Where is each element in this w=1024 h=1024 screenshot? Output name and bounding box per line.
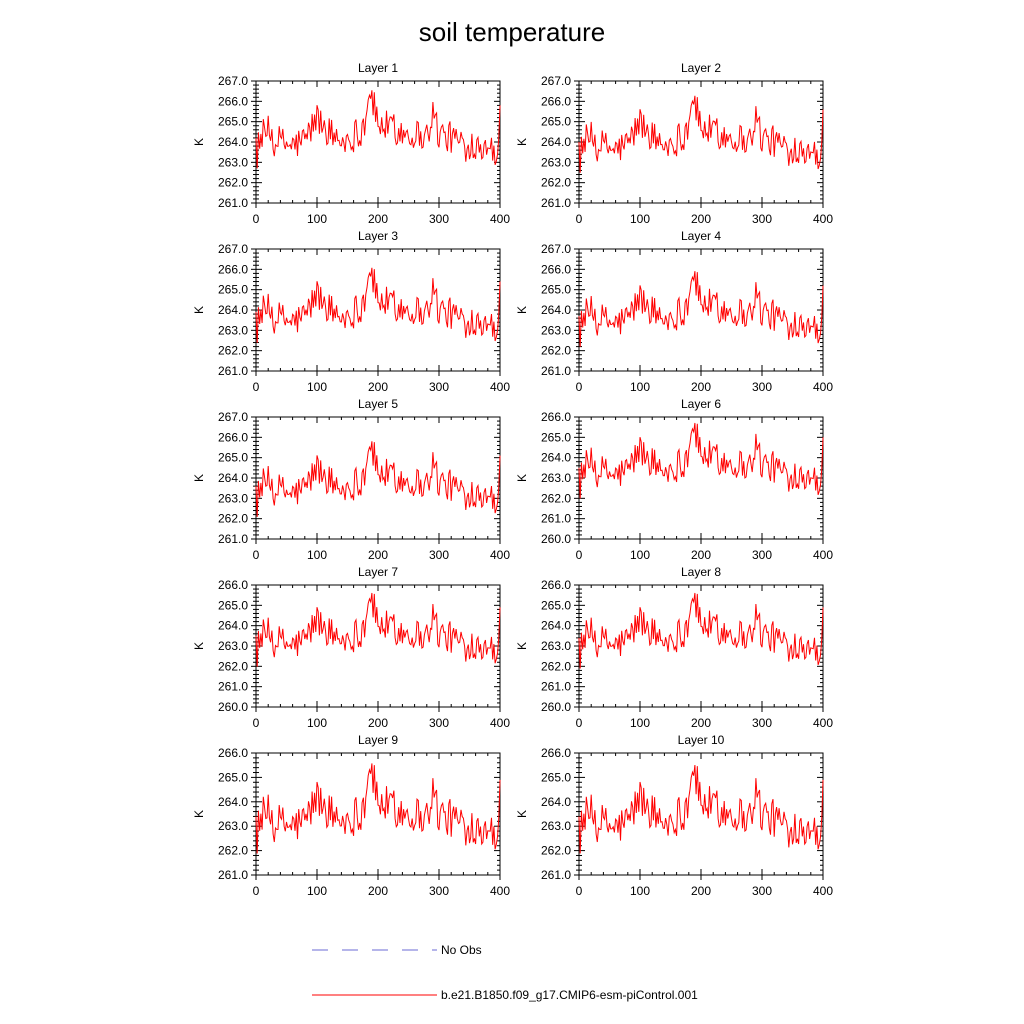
y-tick-label: 265.0: [217, 450, 248, 465]
x-tick-label: 200: [690, 548, 712, 562]
y-tick-label: 266.0: [217, 430, 248, 445]
x-tick-label: 200: [367, 548, 389, 562]
x-tick-label: 400: [489, 212, 511, 226]
x-tick-label: 200: [367, 716, 389, 730]
x-tick-label: 300: [428, 548, 450, 562]
y-tick-label: 261.0: [540, 196, 571, 210]
x-tick-label: 300: [751, 716, 773, 730]
y-tick-label: 263.0: [540, 639, 571, 653]
x-tick-label: 0: [575, 716, 583, 730]
plot-frame: [256, 417, 500, 539]
x-tick-label: 100: [629, 380, 651, 394]
y-axis-label: K: [515, 641, 529, 651]
x-tick-label: 0: [575, 884, 583, 898]
x-tick-label: 200: [367, 380, 389, 394]
y-tick-label: 260.0: [217, 700, 248, 714]
y-tick-label: 264.0: [540, 450, 571, 465]
plot-frame: [256, 753, 500, 875]
x-tick-label: 300: [751, 884, 773, 898]
y-tick-label: 262.0: [217, 659, 248, 674]
x-tick-label: 400: [812, 884, 834, 898]
panel-layer-7: [192, 565, 510, 730]
x-tick-label: 400: [489, 884, 511, 898]
y-tick-label: 261.0: [540, 679, 571, 694]
y-tick-label: 267.0: [540, 74, 571, 88]
x-tick-label: 300: [428, 212, 450, 226]
y-tick-label: 263.0: [217, 639, 248, 653]
x-tick-label: 400: [812, 548, 834, 562]
y-tick-label: 263.0: [540, 819, 571, 834]
y-tick-label: 265.0: [217, 114, 248, 129]
y-tick-label: 262.0: [217, 175, 248, 190]
x-tick-label: 300: [428, 380, 450, 394]
y-tick-label: 267.0: [217, 74, 248, 88]
panel-title: Layer 9: [357, 733, 399, 747]
x-tick-label: 200: [367, 884, 389, 898]
x-tick-label: 100: [306, 884, 328, 898]
y-axis-label: K: [515, 473, 529, 483]
plot-frame: [256, 249, 500, 371]
y-tick-label: 267.0: [217, 410, 248, 424]
legend: [312, 943, 698, 1002]
y-tick-label: 260.0: [540, 532, 571, 546]
series-line-layer-4: [579, 271, 823, 347]
x-tick-label: 200: [690, 716, 712, 730]
panel-title: Layer 8: [680, 565, 722, 579]
y-axis-label: K: [192, 641, 206, 651]
y-tick-label: 261.0: [217, 196, 248, 210]
y-tick-label: 265.0: [540, 770, 571, 785]
y-tick-label: 267.0: [540, 242, 571, 256]
panel-layer-9: [192, 733, 510, 898]
series-line-layer-6: [579, 423, 823, 499]
panel-layer-1: [192, 61, 510, 226]
y-tick-label: 262.0: [540, 843, 571, 858]
series-line-layer-2: [579, 96, 823, 173]
x-tick-label: 0: [252, 716, 260, 730]
x-tick-label: 400: [812, 212, 834, 226]
plot-frame: [579, 753, 823, 875]
x-tick-label: 100: [629, 884, 651, 898]
y-axis-label: K: [515, 305, 529, 315]
y-tick-label: 264.0: [217, 618, 248, 633]
figure-title: soil temperature: [418, 17, 606, 47]
y-tick-label: 262.0: [217, 511, 248, 526]
plot-frame: [256, 585, 500, 707]
series-line-layer-10: [579, 765, 823, 854]
x-tick-label: 100: [306, 212, 328, 226]
x-tick-label: 300: [751, 380, 773, 394]
series-line-layer-8: [579, 593, 823, 669]
series-line-layer-5: [256, 441, 500, 517]
y-tick-label: 263.0: [217, 323, 248, 338]
x-tick-label: 0: [252, 548, 260, 562]
y-tick-label: 266.0: [540, 262, 571, 277]
y-axis-label: K: [192, 473, 206, 483]
legend-model-label: b.e21.B1850.f09_g17.CMIP6-esm-piControl.001: [441, 988, 698, 1002]
x-tick-label: 0: [252, 380, 260, 394]
x-tick-label: 100: [629, 212, 651, 226]
y-tick-label: 267.0: [217, 242, 248, 256]
y-tick-label: 261.0: [217, 868, 248, 882]
x-tick-label: 300: [428, 884, 450, 898]
x-tick-label: 0: [575, 380, 583, 394]
x-tick-label: 200: [690, 884, 712, 898]
y-tick-label: 266.0: [540, 578, 571, 592]
y-axis-label: K: [515, 809, 529, 819]
y-tick-label: 261.0: [540, 868, 571, 882]
series-line-layer-3: [256, 268, 500, 343]
panels-grid: [192, 61, 833, 898]
x-tick-label: 0: [575, 212, 583, 226]
y-tick-label: 263.0: [540, 323, 571, 338]
x-tick-label: 0: [252, 884, 260, 898]
y-tick-label: 264.0: [217, 471, 248, 485]
x-tick-label: 100: [306, 380, 328, 394]
x-tick-label: 0: [252, 212, 260, 226]
panel-title: Layer 1: [357, 61, 399, 75]
y-axis-label: K: [192, 305, 206, 315]
y-tick-label: 266.0: [217, 578, 248, 592]
y-tick-label: 266.0: [217, 262, 248, 277]
plot-frame: [579, 585, 823, 707]
y-tick-label: 263.0: [540, 155, 571, 170]
y-axis-label: K: [192, 809, 206, 819]
legend-no-obs-label: No Obs: [441, 943, 482, 957]
y-tick-label: 266.0: [217, 746, 248, 760]
y-tick-label: 261.0: [217, 364, 248, 378]
y-tick-label: 264.0: [540, 135, 571, 149]
x-tick-label: 100: [306, 548, 328, 562]
y-tick-label: 260.0: [540, 700, 571, 714]
x-tick-label: 200: [367, 212, 389, 226]
y-tick-label: 266.0: [540, 94, 571, 109]
panel-title: Layer 3: [357, 229, 399, 243]
y-tick-label: 261.0: [540, 364, 571, 378]
panel-title: Layer 4: [680, 229, 722, 243]
panel-title: Layer 10: [677, 733, 725, 747]
y-tick-label: 262.0: [540, 343, 571, 358]
panel-title: Layer 2: [680, 61, 722, 75]
plot-frame: [579, 417, 823, 539]
x-tick-label: 400: [812, 716, 834, 730]
y-tick-label: 261.0: [217, 679, 248, 694]
y-tick-label: 265.0: [540, 598, 571, 613]
plot-frame: [579, 249, 823, 371]
y-tick-label: 262.0: [217, 343, 248, 358]
y-tick-label: 262.0: [540, 659, 571, 674]
y-tick-label: 265.0: [217, 770, 248, 785]
y-tick-label: 262.0: [540, 175, 571, 190]
y-tick-label: 262.0: [217, 843, 248, 858]
y-tick-label: 266.0: [540, 410, 571, 424]
y-axis-label: K: [192, 137, 206, 147]
panel-layer-2: [515, 61, 833, 226]
x-tick-label: 300: [751, 212, 773, 226]
x-tick-label: 400: [812, 380, 834, 394]
x-tick-label: 400: [489, 548, 511, 562]
x-tick-label: 100: [629, 716, 651, 730]
series-line-layer-1: [256, 90, 500, 168]
series-line-layer-9: [256, 763, 500, 853]
x-tick-label: 400: [489, 716, 511, 730]
x-tick-label: 400: [489, 380, 511, 394]
y-tick-label: 261.0: [217, 532, 248, 546]
y-tick-label: 265.0: [217, 282, 248, 297]
y-tick-label: 265.0: [217, 598, 248, 613]
panel-layer-4: [515, 229, 833, 394]
y-tick-label: 263.0: [540, 471, 571, 485]
series-line-layer-7: [256, 593, 500, 667]
panel-layer-10: [515, 733, 833, 898]
x-tick-label: 0: [575, 548, 583, 562]
panel-layer-5: [192, 397, 510, 562]
y-tick-label: 263.0: [217, 155, 248, 170]
y-tick-label: 264.0: [217, 794, 248, 809]
y-tick-label: 264.0: [540, 303, 571, 317]
x-tick-label: 100: [306, 716, 328, 730]
y-tick-label: 263.0: [217, 491, 248, 506]
x-tick-label: 300: [751, 548, 773, 562]
y-tick-label: 261.0: [540, 511, 571, 526]
panel-title: Layer 5: [357, 397, 399, 411]
y-tick-label: 266.0: [217, 94, 248, 109]
y-tick-label: 262.0: [540, 491, 571, 506]
y-tick-label: 264.0: [217, 135, 248, 149]
y-axis-label: K: [515, 137, 529, 147]
panel-layer-3: [192, 229, 510, 394]
y-tick-label: 264.0: [540, 794, 571, 809]
y-tick-label: 263.0: [217, 819, 248, 834]
panel-title: Layer 7: [357, 565, 399, 579]
panel-layer-8: [515, 565, 833, 730]
y-tick-label: 265.0: [540, 430, 571, 445]
panel-title: Layer 6: [680, 397, 722, 411]
x-tick-label: 100: [629, 548, 651, 562]
x-tick-label: 300: [428, 716, 450, 730]
y-tick-label: 264.0: [217, 303, 248, 317]
y-tick-label: 264.0: [540, 618, 571, 633]
y-tick-label: 265.0: [540, 282, 571, 297]
y-tick-label: 265.0: [540, 114, 571, 129]
panel-layer-6: [515, 397, 833, 562]
y-tick-label: 266.0: [540, 746, 571, 760]
x-tick-label: 200: [690, 380, 712, 394]
x-tick-label: 200: [690, 212, 712, 226]
